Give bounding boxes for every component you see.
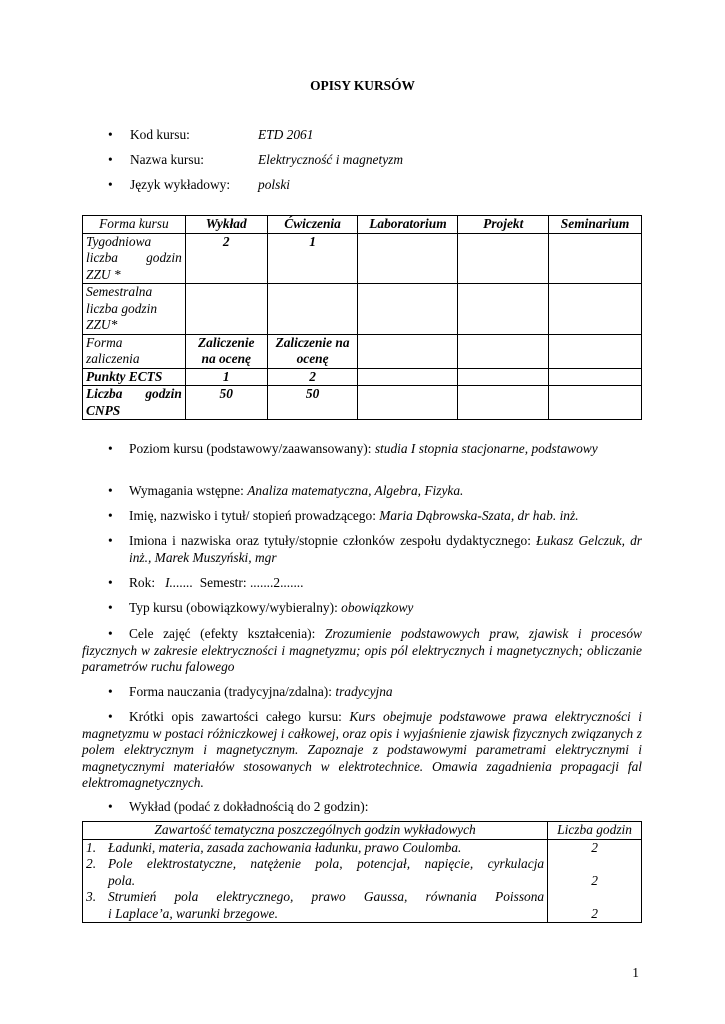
page-title: OPISY KURSÓW: [310, 78, 415, 93]
row-label: [83, 334, 186, 368]
list-item-text: [129, 575, 642, 592]
item-label: Imiona i nazwiska oraz tytuły/stopnie członków zespołu dydaktycznego:: [129, 533, 531, 548]
cell-empty: [458, 368, 549, 386]
table-row: [83, 334, 642, 368]
page-number: 1: [632, 965, 639, 980]
list-item-form: [82, 684, 642, 701]
cell-empty: [549, 284, 642, 335]
item-value: Maria Dąbrowska-Szata, dr hab. inż.: [379, 508, 579, 523]
cell-empty: [549, 233, 642, 284]
cell-empty: [267, 284, 358, 335]
topic-item: [86, 840, 544, 857]
table-row: [83, 368, 642, 386]
header-cell: Projekt: [458, 216, 549, 234]
cell-value: 50: [185, 386, 267, 420]
cell-value: 2: [185, 233, 267, 284]
topic-text: Strumień pola elektrycznego, prawo Gaussa, równania Poissona: [108, 889, 545, 904]
cell-empty: [185, 284, 267, 335]
header-cell: Liczba godzin: [548, 822, 642, 840]
spacer: [551, 889, 638, 906]
list-item-text: [82, 709, 642, 792]
list-item-text: [129, 600, 642, 617]
item-label: Forma nauczania (tradycyjna/zdalna):: [129, 684, 332, 699]
cell-line: na ocenę: [201, 351, 251, 366]
list-item-text: [129, 441, 642, 458]
row-label-line: ZZU*: [86, 317, 118, 332]
bullet-icon: •: [108, 152, 113, 167]
meta-label: Nazwa kursu:: [130, 152, 204, 167]
list-item-level: [82, 441, 642, 458]
item-label: Wykład (podać z dokładnością do 2 godzin):: [129, 799, 369, 814]
row-label-line: liczba godzin: [86, 250, 182, 265]
list-item-year: [82, 575, 642, 592]
item-value: .......2.......: [249, 575, 304, 590]
item-label: Cele zajęć (efekty kształcenia):: [129, 626, 316, 641]
item-value: studia I stopnia stacjonarne, podstawowy: [374, 441, 598, 456]
list-item-requirements: [82, 483, 642, 500]
list-item-text: [129, 684, 642, 701]
list-item-lecture: [82, 799, 642, 816]
bullet-icon: •: [108, 799, 113, 814]
header-cell: Wykład: [185, 216, 267, 234]
cell-line: Zaliczenie na: [275, 334, 350, 350]
list-item-text: [129, 533, 642, 566]
cell-value: [185, 334, 267, 368]
cell-empty: [549, 386, 642, 420]
row-label: Punkty ECTS: [83, 368, 186, 386]
hours-cell: [548, 839, 642, 923]
cell-value: 1: [267, 233, 358, 284]
item-number: 3.: [86, 889, 97, 904]
cell-empty: [549, 334, 642, 368]
topic-item: [86, 856, 544, 873]
bullet-icon: •: [108, 441, 113, 456]
bullet-icon: •: [108, 483, 113, 498]
row-label-line: CNPS: [86, 402, 121, 418]
item-value: I.......: [165, 575, 193, 590]
table-row: [83, 284, 642, 335]
item-value: Kurs obejmuje podstawowe prawa elektryczności i magnetyzmu w postaci różniczkowej i całkowej, oraz opis i wyjaśnienie zjawisk fizycznych związanych z polem elektrycznym i magnetycznym. Zapoznaje z podstawowymi parametrami elektrycznymi i magnetycznymi materiałów stosowanych w elektrotechnice. Omawia zagadnienia propagacji fal elektromagnetycznych.: [82, 709, 642, 790]
cell-value: 50: [267, 386, 358, 420]
table-header-row: [83, 216, 642, 234]
table-row: [83, 839, 642, 923]
hours-value: 2: [591, 839, 598, 855]
topic-item: [86, 889, 544, 906]
cell-empty: [549, 368, 642, 386]
list-item-team: [82, 533, 642, 566]
list-item-type: [82, 600, 642, 617]
row-label: [83, 386, 186, 420]
item-value: Zrozumienie podstawowych praw, zjawisk i procesów fizycznych w zakresie elektryczności i magnetyzmu; opis pól elektrycznych i magnetycznych; obliczanie parametrów ruchu falowego: [82, 626, 642, 674]
table-row: [83, 386, 642, 420]
cell-empty: [358, 334, 458, 368]
cell-empty: [358, 368, 458, 386]
course-hours-table: [82, 215, 642, 420]
header-cell: Ćwiczenia: [267, 216, 358, 234]
bullet-icon: •: [108, 684, 113, 699]
row-label-line: Liczba godzin: [86, 386, 182, 401]
topic-text: Ładunki, materia, zasada zachowania ładunku, prawo Coulomba.: [108, 839, 462, 855]
item-value: obowiązkowy: [341, 600, 414, 615]
header-cell: Seminarium: [549, 216, 642, 234]
row-label-line: liczba godzin: [86, 300, 158, 316]
item-label: Rok:: [129, 575, 156, 590]
row-label-line: zaliczenia: [86, 351, 140, 366]
bullet-icon: •: [108, 508, 113, 523]
cell-empty: [358, 284, 458, 335]
meta-label: Kod kursu:: [130, 127, 190, 142]
meta-value: Elektryczność i magnetyzm: [258, 152, 404, 167]
item-label: Semestr:: [199, 575, 247, 590]
header-cell: Zawartość tematyczna poszczególnych godzin wykładowych: [83, 822, 548, 840]
topic-item-cont: pola.: [108, 872, 136, 888]
cell-value: [267, 334, 358, 368]
lecture-topics-table: [82, 821, 642, 923]
item-label: Wymagania wstępne:: [129, 483, 244, 498]
bullet-icon: •: [108, 709, 113, 724]
cell-line: ocenę: [296, 351, 329, 366]
hours-value: 2: [591, 905, 598, 921]
row-label-line: Tygodniowa: [86, 233, 152, 249]
topic-text: Pole elektrostatyczne, natężenie pola, potencjał, napięcie, cyrkulacja: [108, 856, 545, 871]
bullet-icon: •: [108, 626, 113, 641]
item-label: Krótki opis zawartości całego kursu:: [129, 709, 342, 724]
meta-label: Język wykładowy:: [130, 177, 231, 192]
bullet-icon: •: [108, 600, 113, 615]
row-label-line: ZZU *: [86, 266, 121, 282]
cell-empty: [358, 386, 458, 420]
cell-empty: [458, 334, 549, 368]
table-row: [83, 233, 642, 284]
cell-value: 2: [267, 368, 358, 386]
item-number: 1.: [86, 839, 97, 855]
meta-value: polski: [258, 177, 290, 192]
hours-value: 2: [591, 872, 598, 888]
bullet-icon: •: [108, 177, 113, 192]
cell-empty: [358, 233, 458, 284]
row-label-line: Forma: [86, 334, 123, 350]
topic-cell: [83, 839, 548, 923]
item-value: Łukasz Gelczuk, dr inż., Marek Muszyński, mgr: [129, 533, 642, 565]
item-label: Typ kursu (obowiązkowy/wybieralny):: [129, 600, 338, 615]
cell-value: 1: [185, 368, 267, 386]
list-item-text: [129, 508, 642, 525]
cell-empty: [458, 386, 549, 420]
item-value: Analiza matematyczna, Algebra, Fizyka.: [247, 483, 464, 498]
meta-value: ETD 2061: [258, 127, 314, 142]
bullet-icon: •: [108, 127, 113, 142]
spacer: [551, 856, 638, 873]
list-item-description: [82, 709, 642, 792]
header-cell: Forma kursu: [83, 216, 186, 234]
cell-empty: [458, 284, 549, 335]
bullet-icon: •: [108, 533, 113, 548]
row-label-line: Semestralna: [86, 284, 153, 299]
item-number: 2.: [86, 856, 97, 871]
list-item-text: [129, 799, 642, 816]
row-label: [83, 233, 186, 284]
cell-empty: [458, 233, 549, 284]
item-label: Poziom kursu (podstawowy/zaawansowany):: [129, 441, 372, 456]
list-item-goals: [82, 626, 642, 676]
row-label: [83, 284, 186, 335]
list-item-text: [82, 626, 642, 676]
table-header-row: [83, 822, 642, 840]
item-label: Imię, nazwisko i tytuł/ stopień prowadzącego:: [129, 508, 376, 523]
item-value: tradycyjna: [335, 684, 393, 699]
topic-item-cont: i Laplace’a, warunki brzegowe.: [108, 905, 278, 921]
list-item-lecturer: [82, 508, 642, 525]
bullet-icon: •: [108, 575, 113, 590]
cell-line: Zaliczenie: [197, 334, 255, 350]
list-item-text: [129, 483, 642, 500]
header-cell: Laboratorium: [358, 216, 458, 234]
